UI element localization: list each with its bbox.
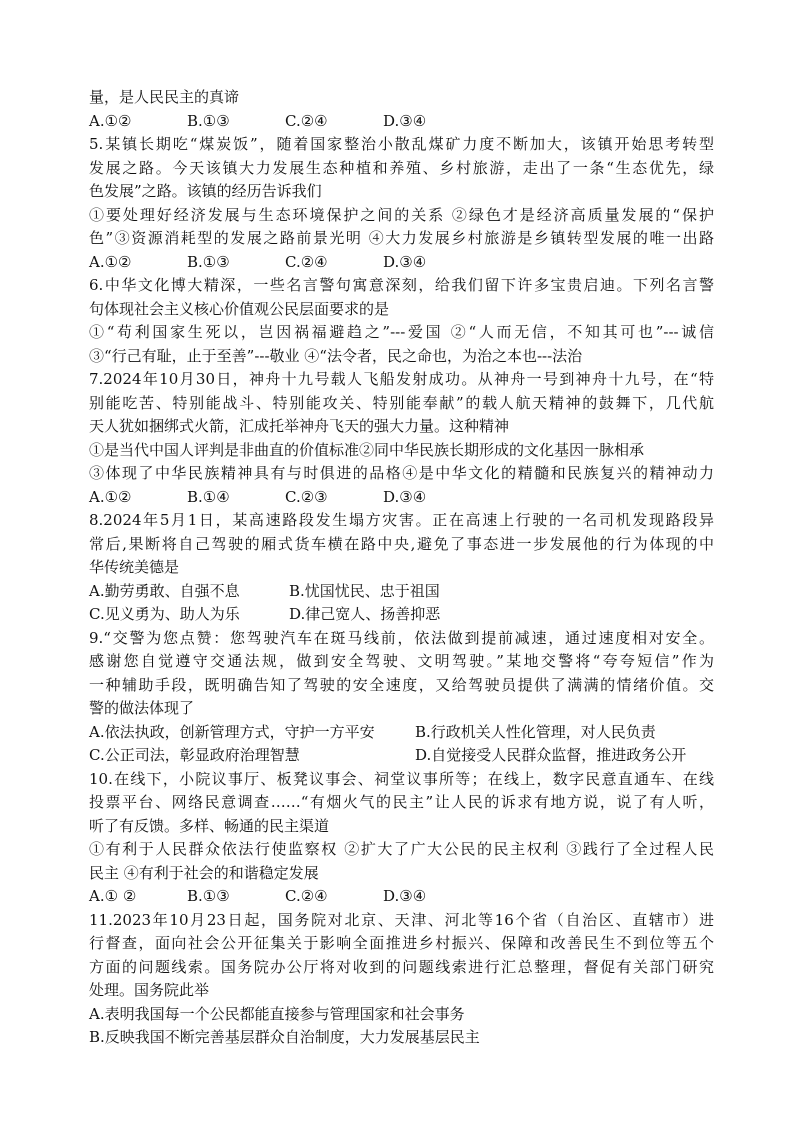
answer-options-row	[89, 744, 714, 768]
answer-option: B.忧国忧民、忠于祖国	[289, 581, 440, 600]
text-line: 行督查，面向社会公开征集关于影响全面推进乡村振兴、保障和改善民生不到位等五个	[89, 934, 714, 952]
answer-option: A.① ②	[89, 887, 137, 905]
answer-option: C.见义勇为、助人为乐	[89, 605, 240, 623]
text-line: 警的做法体现了	[89, 699, 195, 717]
exam-page	[89, 86, 714, 1050]
answer-options-row	[89, 885, 714, 909]
answer-options-row	[89, 251, 714, 275]
text-line: 处理。国务院此举	[89, 981, 210, 999]
answer-option: A.勤劳勇敢、自强不息	[89, 581, 240, 600]
answer-option: D.自觉接受人民群众监督，推进政务公开	[415, 746, 687, 764]
text-line: ①“苟利国家生死以，岂因祸福避趋之”---爱国 ②“人而无信，不知其可也”---诚信	[89, 323, 714, 341]
answer-option: A.①②	[89, 252, 132, 271]
answer-option: D.③④	[383, 111, 427, 130]
answer-option: B.行政机关人性化管理，对人民负责	[415, 722, 656, 741]
text-line: 7.2024年10月30日，神舟十九号载人飞船发射成功。从神舟一号到神舟十九号，在“特	[89, 370, 714, 388]
text-line: 民主 ④有利于社会的和谐稳定发展	[89, 863, 319, 882]
answer-option: A.依法执政，创新管理方式，守护一方平安	[89, 722, 375, 741]
text-line: A.表明我国每一个公民都能直接参与管理国家和社会事务	[89, 1004, 465, 1023]
answer-option: A.①②	[89, 487, 132, 506]
text-line: 11.2023年10月23日起，国务院对北京、天津、河北等16个省（自治区、直辖市）进	[89, 910, 714, 929]
text-line: 6.中华文化博大精深，一些名言警句寓意深刻，给我们留下许多宝贵启迪。下列名言警	[89, 276, 714, 294]
answer-option: C.②④	[285, 111, 328, 130]
answer-option: D.③④	[383, 487, 427, 506]
text-line: 量，是人民民主的真谛	[89, 88, 240, 106]
answer-options-row	[89, 486, 714, 510]
answer-option: D.③④	[383, 887, 427, 905]
text-line: 句体现社会主义核心价值观公民层面要求的是	[89, 299, 390, 318]
answer-option: C.②④	[285, 887, 328, 905]
text-line: ③体现了中华民族精神具有与时俱进的品格④是中华文化的精髓和民族复兴的精神动力	[89, 464, 714, 482]
answer-option: C.②③	[285, 487, 328, 506]
text-line: ①要处理好经济发展与生态环境保护之间的关系 ②绿色才是经济高质量发展的“保护	[89, 205, 714, 224]
text-line: 别能吃苦、特别能战斗、特别能攻关、特别能奉献”的载人航天精神的鼓舞下，几代航	[89, 393, 714, 412]
answer-option: B.①④	[187, 487, 230, 506]
text-line: 方面的问题线索。国务院办公厅将对收到的问题线索进行汇总整理，督促有关部门研究	[89, 957, 714, 976]
text-line: 一种辅助手段，既明确告知了驾驶的安全速度，又给驾驶员提供了满满的情绪价值。交	[89, 675, 714, 694]
text-line: 色”③资源消耗型的发展之路前景光明 ④大力发展乡村旅游是乡镇转型发展的唯一出路	[89, 229, 714, 247]
text-line: 听了有反馈。多样、畅通的民主渠道	[89, 816, 330, 835]
answer-option: B.①③	[187, 111, 230, 130]
text-line: ③“行己有耻，止于至善”---敬业 ④“法令者，民之命也，为治之本也---法治	[89, 346, 583, 365]
text-line: 10.在线下，小院议事厅、板凳议事会、祠堂议事所等；在线上，数字民意直通车、在线	[89, 769, 714, 788]
answer-option: A.①②	[89, 111, 132, 130]
answer-option: C.公正司法，彰显政府治理智慧	[89, 746, 300, 764]
text-line: 9.“交警为您点赞：您驾驶汽车在斑马线前，依法做到提前减速，通过速度相对安全。	[89, 628, 714, 647]
text-line: 发展之路。今天该镇大力发展生态种植和养殖、乡村旅游，走出了一条“生态优先，绿	[89, 158, 714, 177]
text-line: 8.2024年5月1日，某高速路段发生塌方灾害。正在高速上行驶的一名司机发现路段异	[89, 511, 714, 529]
answer-options-row	[89, 110, 714, 134]
text-line: B.反映我国不断完善基层群众自治制度，大力发展基层民主	[89, 1028, 480, 1046]
text-line: 5.某镇长期吃“煤炭饭”，随着国家整治小散乱煤矿力度不断加大，该镇开始思考转型	[89, 135, 714, 153]
answer-option: B.①③	[187, 887, 230, 905]
answer-options-row	[89, 721, 714, 745]
answer-option: D.律己宽人、扬善抑恶	[289, 605, 441, 623]
answer-option: C.②④	[285, 252, 328, 271]
text-line: 天人犹如捆绑式火箭，汇成托举神舟飞天的强大力量。这种精神	[89, 417, 510, 435]
text-line: 华传统美德是	[89, 558, 180, 576]
text-line: 感谢您自觉遵守交通法规，做到安全驾驶、文明驾驶。”某地交警将“夸夸短信”作为	[89, 652, 714, 670]
text-line: 常后,果断将自己驾驶的厢式货车横在路中央,避免了事态进一步发展他的行为体现的中	[89, 534, 714, 553]
text-line: ①有利于人民群众依法行使监察权 ②扩大了广大公民的民主权利 ③践行了全过程人民	[89, 840, 714, 858]
answer-option: B.①③	[187, 252, 230, 271]
text-line: ①是当代中国人评判是非曲直的价值标准②同中华民族长期形成的文化基因一脉相承	[89, 440, 645, 459]
text-line: 投票平台、网络民意调查……“有烟火气的民主”让人民的诉求有地方说，说了有人听，	[89, 793, 714, 811]
answer-option: D.③④	[383, 252, 427, 271]
text-line: 色发展”之路。该镇的经历告诉我们	[89, 182, 322, 200]
answer-options-row	[89, 580, 714, 604]
answer-options-row	[89, 603, 714, 627]
